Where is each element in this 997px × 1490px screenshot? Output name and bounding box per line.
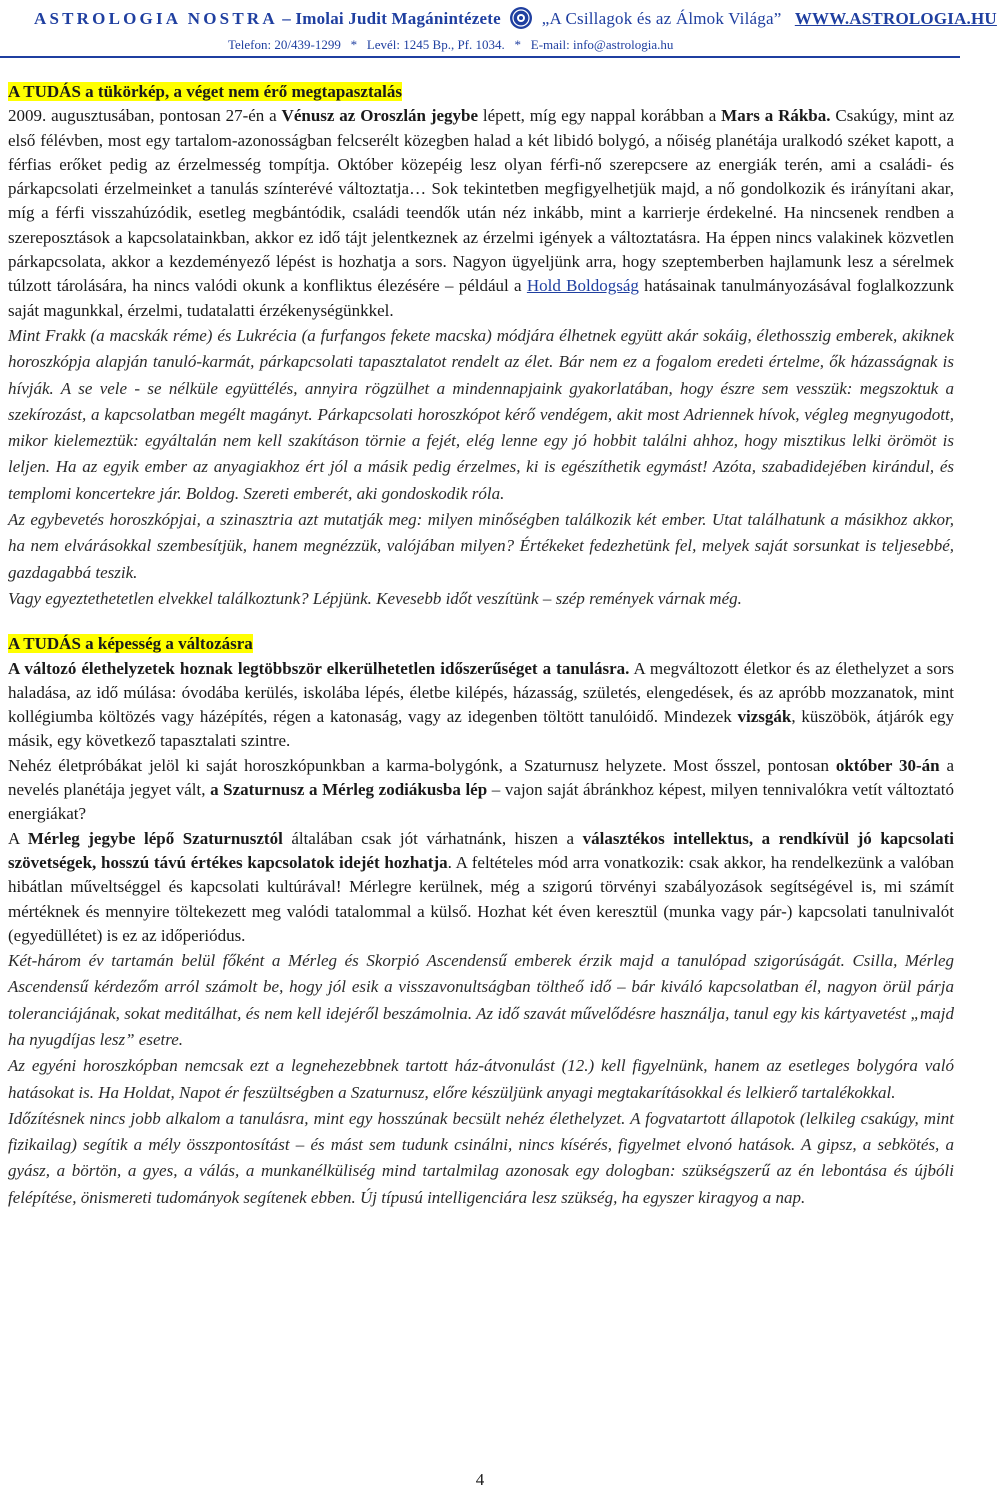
section-spacer — [8, 612, 954, 632]
article-body — [8, 80, 954, 1211]
section2-italic-1: Két-három év tartamán belül főként a Mérleg és Skorpió Ascendensű emberek érzik majd a tanulópad szigorúságát. Csilla, Mérleg Ascendensű kérdezőm arról számolt be, hogy jól esik a visszavonultságban töltheő idő – bár kiváló kapcsolatban él, nagyon örül párja toleranciájának, sokat meditálhat, és nem kell idejéről beszámolnia. Az idő szavát művelődésre használja, tanul egy kis kártyavetést „majd ha nyugdíjas lesz” esetre. — [8, 951, 954, 1049]
section-title-1: A TUDÁS a tükörkép, a véget nem érő megtapasztalás — [8, 82, 402, 101]
section2-paragraph-2: Nehéz életpróbákat jelöl ki saját horoszkópunkban a karma-bolygónk, a Szaturnusz helyzete. Most ősszel, pontosan október 30-án a nevelés planétája jegyet vált, a Szaturnusz a Mérleg zodiákusba lép – vajon saját ábránkhoz képest, milyen tennivalókra vetít változtató energiákat? — [8, 755, 955, 824]
section2-paragraph-3: A Mérleg jegybe lépő Szaturnusztól általában csak jót várhatnánk, hiszen a választékos intellektus, a rendkívül jó kapcsolati szövetségek, hosszú távú értékes kapcsolatok idejét hozhatja. A feltételes mód arra vonatkozik: csak akkor, ha rendelkezünk a valóban hibátlan műveltséggel és kapcsolati kultúrával! Mérlegre kerülnek, még a szigorú törvényi szabályozások segítségével is, mi számít mértéknek és mennyire töltekezett meg valódi tatalommal a külső. Hozhat két éven keresztül (munka vagy pár-) kapcsolati tanulnivalót (egyedüllétet) is ez az időperiódus. — [8, 828, 954, 945]
zodiac-logo-icon — [509, 6, 533, 30]
header-title-line — [34, 6, 997, 30]
section2-italic-3: Időzítésnek nincs jobb alkalom a tanulásra, mint egy hosszúnak becsült nehéz élethelyzet. A fogvatartott állapotok (lelkileg csakúgy, mint fizikailag) segítik a mély összpontosítást – és mást sem tudunk csinálni, nincs kísérés, figyelmet elvonó hatások. A gipsz, a sebkötés, a gyász, a börtön, a gyes, a válás, a munkanélküliség mind tartalmilag azonosak egy dologban: szükségszerű az én lebontása és újbóli felépítése, önismereti tudományok segítenek ebben. Új típusú intelligenciára lesz szükség, ha egyszer kiragyog a nap. — [8, 1108, 954, 1207]
page-header — [0, 0, 997, 58]
section1-italic-1: Mint Frakk (a macskák réme) és Lukrécia (a furfangos fekete macska) módjára élhetnek együtt akár sokáig, élethosszig emberek, akiknek horoszkópja alapján tanuló-karmát, párkapcsolati tapasztalatot rendelt az élet. Bár nem ez a fogalom eredeti értelme, ők házasságnak is hívják. A se vele - se nélküle együttélés, annyira rögzülhet a mindennapjaink gyakorlatában, hogy észre sem vesszük: megszoktuk a szekírozást, a kapcsolatban megélt magányt. Párkapcsolati horoszkópot kérő vendégem, akit most Adriennek hívok, végleg megnyugodott, mikor kielemeztük: egyáltalán nem kell szakításon törnie a fejét, elég lenne egy jó hobbit találni ahhoz, hogy misztikus lelki örömöt is leljen. Ha az egyik ember az anyagiakhoz ért jól a másik pedig érzelmes, ki is egészíthetik egymást! Azóta, szabadidejében kirándul, és templomi koncertekre jár. Boldog. Szereti emberét, aki gondoskodik róla. — [8, 325, 954, 503]
section1-italic-3: Vagy egyeztethetetlen elvekkel találkoztunk? Lépjünk. Kevesebb időt veszítünk – szép remények várnak még. — [8, 588, 742, 608]
website-link[interactable]: WWW.ASTROLOGIA.HU — [794, 9, 997, 28]
section2-paragraph-1: A változó élethelyzetek hoznak legtöbbször elkerülhetetlen időszerűséget a tanulásra. A megváltozott életkor és az élethelyzet a sors haladása, az idő múlása: óvodába kerülés, iskolába lépés, életbe kilépés, házasság, születés, elengedések, és az apróbb mozzanatok, mint kollégiumba költözés vagy házépítés, régen a katonaság, vagy az idegenben töltött tanulóidő. Mindezek vizsgák, küszöbök, átjárók egy másik, egy következő tapasztalati szintre. — [8, 658, 954, 751]
section1-paragraph: 2009. augusztusában, pontosan 27-én a Vénusz az Oroszlán jegybe lépett, míg egy nappal korábban a Mars a Rákba. Csakúgy, mint az első félévben, most egy tartalom-azonosságban felcserélt közegben halad a két libidó bolygó, a nőiség planétája uralkodó széket kapott, a férfias erőket pedig az érzelmesség tompítja. Október közepéig lesz olyan férfi-nő szerepcsere az energiák terén, ami a családi- és párkapcsolati érzelmeinket a tanulás színterévé változtatja… Sok tekintetben megfigyelhetjük majd, a nő gondolkozik és irányítani akar, míg a férfi visszahúzódik, esetleg megbántódik, családi teendők után néz inkább, mint a karrierje érdekelné. Ha nincsenek rendben a szereposztások a kapcsolatainkban, akkor ez idő tájt jelentkeznek az érzelmi igények a változtatásra. Ha éppen nincs valakinek közvetlen párkapcsolata, akkor a kezdeményező lépést is hozhatja a sors. Nagyon ügyeljünk arra, hogy szeptemberben hajlamunk lesz a sérelmek túlzott tárolására, ha nincs valódi okunk a konfliktus élezésére – például a Hold Boldogság hatásainak tanulmányozásával foglalkozzunk saját magunkkal, érzelmi, tudatalatti érzékenységünkkel. — [8, 106, 954, 320]
page-number: 4 — [475, 1470, 485, 1489]
section2-italic-2: Az egyéni horoszkópban nemcsak ezt a legnehezebbnek tartott ház-átvonulást (12.) kell figyelnünk, hanem az esetleges bolygóra való hatásokat is. Ha Holdat, Napot ér feszültségben a Szaturnusz, előre készüljünk anyagi megtakarításokkal és lelkierő tartalékokkal. — [8, 1056, 954, 1102]
hold-boldogsag-link[interactable]: Hold Boldogság — [526, 276, 639, 296]
brand-tagline: „A Csillagok és az Álmok Világa” — [541, 9, 782, 28]
section1-italic-2: Az egybevetés horoszkópjai, a szinasztria azt mutatják meg: milyen minőségben találkozik két ember. Utat találhatunk a másikhoz akkor, ha nem elvárásokkal szembesítjük, hanem megnézzük, valójában milyen? Értékeket fedezhetünk fel, melyek saját sorsunkat is teljesebbé, gazdagabbá teszik. — [8, 510, 954, 582]
header-divider — [0, 56, 960, 58]
section-title-2: A TUDÁS a képesség a változásra — [8, 634, 253, 654]
brand-owner: – Imolai Judit Magánintézete — [282, 9, 501, 28]
contact-line: Telefon: 20/439-1299 * Levél: 1245 Bp., Pf. 1034. * E-mail: info@astrologia.hu — [228, 37, 674, 52]
brand-name: ASTROLOGIA NOSTRA — [34, 9, 278, 28]
